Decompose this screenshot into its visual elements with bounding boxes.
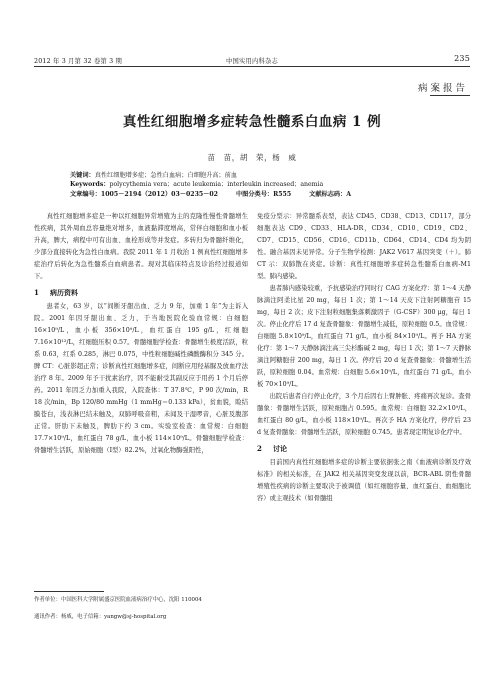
section-heading-discussion xyxy=(257,443,471,455)
keywords-chinese xyxy=(70,172,468,180)
case-paragraph: 患者女，63 岁，以“间断牙龈出血、乏力 9 年，加重 1 年”为主诉入院。2001 年因牙龈出血、乏力，于当地医院化验血常规：白细胞 16×10⁹/L，血小板 356×10⁹/L，血红蛋白 195 g/L，红细胞 7.16×10¹²/L，红细胞压积 0.57。骨髓细胞学检查：骨髓增生极度活跃，粒系 0.63，红系 0.285，淋巴 0.075，中性粒细胞碱性磷酸酶积分 345 分。脾 CT：心脏影超正常；诊断真性红细胞增多症，间断应用羟基脲及放血疗法治疗 8 年。2009 年予干扰素治疗，因不能耐受其副反应于用药 1 个月后停药。2011 年因乏力加重入我院，入院查体：T 37.8℃，P 90 次/min，R 18 次/min，Bp 120/80 mmHg（1 mmHg＝0.133 kPa），贫血貌，睑结膜苍白，浅表淋巴结未触及，双肺呼吸音粗，未闻及干湿啰音，心脏及腹部正常。肝肋下未触及，脾肋下约 3 cm。实验室检查：血常规：白细胞 17.7×10⁹/L，血红蛋白 78 g/L，血小板 114×10⁹/L。骨髓细胞学检查：骨髓增生活跃，原始细胞（Ⅰ型）82.2%，过氧化物酶强阳性， xyxy=(34,303,248,454)
discussion-paragraph: 目前国内真性红细胞增多症的诊断主要依据张之南《血液病诊断及疗效标准》的相关标准，在 JAK2 相关基因突变发现以前，BCR-ABL 阴性骨髓增殖性疾病的诊断主要取决于被调值（如红细胞容量、血红蛋白、血细胞比容）或主观技术（如骨髓组 xyxy=(257,459,471,502)
article-authors: 苗 苗，胡 荣，杨 威 xyxy=(207,153,297,162)
footnote-affiliation: 作者单位：中国医科大学附属盛京医院血液病治疗中心，沈阳 110004 xyxy=(34,597,202,603)
article-title: 真性红细胞增多症转急性髓系白血病 1 例 xyxy=(122,114,382,130)
header-issue-info: 2012 年 3 月第 32 卷第 3 期 xyxy=(34,58,123,65)
keywords-english-label: Keywords： xyxy=(70,181,110,188)
keywords-chinese-text: 真性红细胞增多症；急性白血病；白细胞升高；前血 xyxy=(94,172,238,179)
header-page-number: 235 xyxy=(454,54,470,63)
left-column xyxy=(34,211,248,457)
intro-paragraph: 真性红细胞增多症是一种以红细胞异常增殖为主的克隆性慢性骨髓增生性疾病，其外周血总容量绝对增多，血液黏滞度增高，常伴白细胞和血小板升高，脾大，病程中可有出血、血栓形成等并发症。多转归为骨髓纤维化，少部分直接转化为急性白血病。我院 2011 年 1 月收治 1 例真性红细胞增多症治疗后转化为急性髓系白血病患者。现对其临床特点及诊治经过报道如下。 xyxy=(34,213,248,280)
document-code: 文献标志码：A xyxy=(309,191,352,198)
classification-number: 中图分类号：R555 xyxy=(235,191,292,198)
header-journal-name: 中国实用内科杂志 xyxy=(226,58,278,65)
section-number: 1 xyxy=(34,288,39,297)
header-divider xyxy=(34,66,470,67)
section-tag: 病案报告 xyxy=(417,83,468,94)
section-number: 2 xyxy=(257,444,262,453)
article-meta-numbers xyxy=(70,191,468,199)
keywords-english-text: polycythemia vera；acute leukemia；interleukin increased；anemia xyxy=(109,181,324,188)
keywords-english xyxy=(70,181,468,189)
section-title: 讨论 xyxy=(273,444,287,453)
section-title: 病历资料 xyxy=(50,288,78,297)
treatment-paragraph: 患者肺内感染较重，予抗感染治疗同时行 CAG 方案化疗：第 1～4 天静脉滴注阿柔比星 20 mg，每日 1 次；第 1～14 天皮下注射阿糖胞苷 15 mg，每日 2 次；皮下注射粒细胞集落刺激因子（G-CSF）300 μg，每日 1 次。停止化疗后 17 d 复查骨髓象：骨髓增生减低，原粒细胞 0.5。血常规：白细胞 5.8×10⁹/L，血红蛋白 71 g/L，血小板 84×10⁹/L。再予 HA 方案化疗：第 1～7 天静脉滴注高三尖杉酯碱 2 mg，每日 1 次；第 1～7 天静脉滴注阿糖胞苷 200 mg，每日 1 次。停疗后 20 d 复查骨髓象：骨髓增生活跃，原粒细胞 0.04。血常规：白细胞 5.6×10⁹/L，血红蛋白 71 g/L，血小板 70×10⁹/L。 xyxy=(257,285,471,388)
right-column xyxy=(257,211,471,505)
footnote-correspondence: 通讯作者：杨威，电子信箱：yangw@sj-hospital.org xyxy=(34,614,167,620)
footnote-divider xyxy=(34,591,104,592)
section-heading-case xyxy=(34,287,248,299)
immunophenotype-paragraph: 免疫分型示：异常髓系表型，表达 CD45、CD38、CD13、CD117，部分细胞表达 CD9、CD33、HLA-DR，CD34、CD10、CD19、CD2、CD7、CD15、CD56、CD16、CD11b、CD64、CD14、CD4 均为阴性。融合基因未见异常。分子生物学检测：JAK2 V617 基因突变（＋）。肺 CT 示：双肺散在炎症。诊断：真性红细胞增多症转急性髓系白血病-M1 型。肺内感染。 xyxy=(257,213,471,280)
keywords-chinese-label: 关键词： xyxy=(70,172,95,179)
section-tag-divider xyxy=(430,95,470,96)
article-number: 文章编号：1005－2194（2012）03－0235－02 xyxy=(70,191,218,198)
followup-paragraph: 出院后患者自行停止化疗，3 个月后因右上臂肿胀、疼痛再次复诊。查骨髓象：骨髓增生活跃，原粒细胞占 0.595。血常规：白细胞 32.2×10⁹/L，血红蛋白 80 g/L，血小板 118×10⁹/L。再次予 HA 方案化疗，停疗后 23 d 复查骨髓象：骨髓增生活跃，原粒细胞 0.745。患者现定期复诊化疗中。 xyxy=(257,393,471,436)
